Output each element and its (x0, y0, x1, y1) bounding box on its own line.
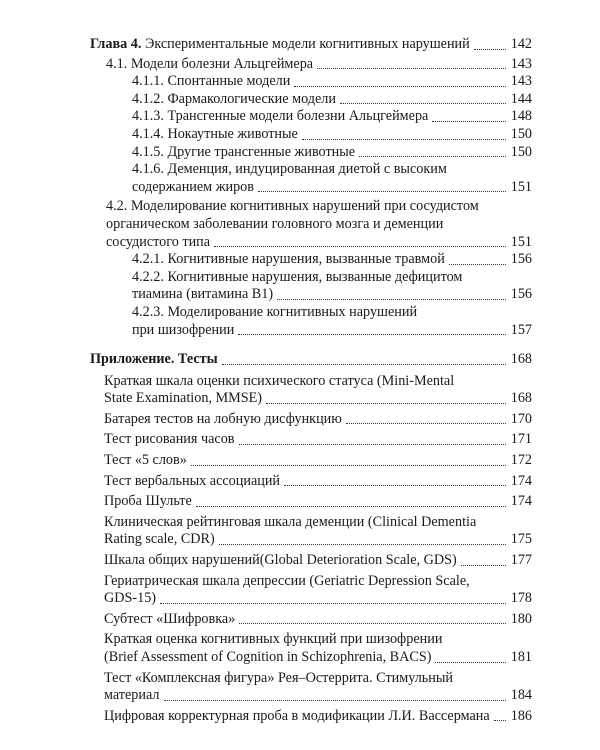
dot-leader (214, 246, 506, 247)
toc-entry-4-1-1[interactable] (90, 73, 532, 91)
toc-entry-title: 4.1.4. Нокаутные животные (132, 125, 298, 142)
toc-entry-chapter-4[interactable] (90, 36, 532, 54)
dot-leader (432, 121, 506, 122)
dot-leader (474, 49, 506, 50)
dot-leader (238, 334, 506, 335)
dot-leader (222, 364, 506, 365)
toc-entry-title-line: 4.1.6. Деменция, индуцированная диетой с высоким (132, 161, 447, 178)
dot-leader (196, 506, 506, 507)
toc-entry-4-1-6[interactable] (90, 161, 532, 196)
dot-leader (461, 565, 506, 566)
page-number: 148 (510, 108, 532, 125)
page-number: 143 (510, 55, 532, 72)
toc-entry-title-line: Клиническая рейтинговая шкала деменции (Clinical Dementia (104, 513, 477, 530)
toc-entry-4-2-1[interactable] (90, 251, 532, 269)
dot-leader (219, 544, 506, 545)
dot-leader (317, 68, 506, 69)
toc-entry-title (90, 36, 470, 54)
dot-leader (164, 700, 507, 701)
dot-leader (239, 444, 507, 445)
toc-entry-test-proofreading[interactable] (90, 708, 532, 726)
toc-entry-title-line: материал (104, 687, 160, 704)
dot-leader (449, 264, 506, 265)
page-number: 177 (510, 552, 532, 569)
toc-entry-appendix[interactable] (90, 351, 532, 369)
dot-leader (266, 403, 506, 404)
dot-leader (346, 423, 506, 424)
chapter-title: Экспериментальные модели когнитивных нарушений (141, 36, 470, 52)
dot-leader (494, 720, 506, 721)
toc-entry-test-cdr[interactable] (90, 514, 532, 549)
dot-leader (435, 662, 506, 663)
toc-entry-title-line: GDS-15) (104, 590, 157, 607)
toc-entry-4-2-2[interactable] (90, 269, 532, 304)
page-number: 175 (510, 531, 532, 548)
toc-entry-4-1-5[interactable] (90, 144, 532, 162)
toc-entry-title: 4.1.2. Фармакологические модели (132, 90, 336, 107)
toc-entry-title-line: сосудистого типа (106, 233, 211, 250)
toc-entry-test-verbal-associations[interactable] (90, 473, 532, 491)
toc-entry-title: 4.1.3. Трансгенные модели болезни Альцгеймера (132, 108, 429, 125)
dot-leader (359, 156, 506, 157)
toc-entry-title: Шкала общих нарушений(Global Deterioration Scale, GDS) (104, 552, 457, 569)
page-number: 186 (510, 707, 532, 724)
toc-entry-title-line: Краткая шкала оценки психического статуса (Mini-Mental (104, 372, 455, 389)
dot-leader (277, 299, 506, 300)
toc-entry-test-rey-osterrieth[interactable] (90, 670, 532, 705)
page-number: 184 (510, 687, 532, 704)
toc-entry-test-schulte[interactable] (90, 493, 532, 511)
chapter-label: Глава 4. (90, 36, 142, 52)
page-number: 170 (510, 410, 532, 427)
toc-entry-title: Тест рисования часов (104, 431, 235, 448)
toc-entry-title: 4.1.5. Другие трансгенные животные (132, 143, 356, 160)
toc-entry-title-line: (Brief Assessment of Cognition in Schizophrenia, BACS) (104, 649, 432, 665)
dot-leader (302, 139, 506, 140)
page-number: 142 (510, 36, 532, 52)
toc-entry-title: 4.2.1. Когнитивные нарушения, вызванные травмой (132, 251, 445, 268)
toc-entry-test-gds[interactable] (90, 552, 532, 570)
dot-leader (239, 623, 506, 624)
page-number: 151 (510, 178, 532, 195)
page-number: 168 (510, 351, 532, 368)
dot-leader (258, 191, 506, 192)
page-number: 156 (510, 286, 532, 303)
page-number: 150 (510, 125, 532, 142)
toc-entry-4-2[interactable] (90, 198, 532, 251)
toc-entry-title-line: при шизофрении (132, 321, 235, 338)
toc-entry-title-line: 4.2.2. Когнитивные нарушения, вызванные дефицитом (132, 268, 463, 285)
toc-entry-test-5-words[interactable] (90, 452, 532, 470)
toc-entry-title: Субтест «Шифровка» (104, 610, 236, 627)
page-number: 168 (510, 390, 532, 407)
dot-leader (284, 485, 506, 486)
dot-leader (160, 603, 506, 604)
page-number: 157 (510, 321, 532, 338)
toc-entry-test-gds-15[interactable] (90, 573, 532, 608)
table-of-contents (90, 36, 532, 728)
toc-entry-title-line: 4.2. Моделирование когнитивных нарушений при сосудистом (106, 198, 479, 215)
toc-entry-test-clock-drawing[interactable] (90, 431, 532, 449)
toc-entry-title: Проба Шульте (104, 493, 192, 510)
page-number: 150 (510, 143, 532, 160)
toc-entry-title: 4.1. Модели болезни Альцгеймера (106, 55, 314, 72)
toc-entry-title-line: содержанием жиров (132, 178, 254, 195)
toc-entry-4-1-4[interactable] (90, 126, 532, 144)
page-number: 144 (510, 90, 532, 107)
page-number: 181 (510, 649, 532, 665)
page-number: 143 (510, 73, 532, 90)
toc-entry-test-mmse[interactable] (90, 373, 532, 408)
page-number: 151 (510, 233, 532, 250)
toc-entry-4-1[interactable] (90, 56, 532, 74)
page-number: 174 (510, 493, 532, 510)
toc-entry-title: 4.1.1. Спонтанные модели (132, 73, 291, 90)
toc-entry-4-1-3[interactable] (90, 108, 532, 126)
dot-leader (191, 465, 506, 466)
page-number: 156 (510, 251, 532, 268)
toc-entry-title-line: Гериатрическая шкала депрессии (Geriatric Depression Scale, (104, 572, 470, 589)
toc-entry-4-2-3[interactable] (90, 304, 532, 339)
toc-entry-title: Батарея тестов на лобную дисфункцию (104, 410, 342, 427)
dot-leader (340, 103, 506, 104)
toc-entry-title: Тест «5 слов» (104, 452, 187, 469)
toc-entry-title: Приложение. Тесты (90, 351, 218, 368)
toc-entry-title-line: State Examination, MMSE) (104, 390, 263, 407)
page-number: 174 (510, 472, 532, 489)
toc-entry-title: Тест вербальных ассоциаций (104, 472, 281, 489)
page-number: 171 (510, 431, 532, 448)
dot-leader (294, 86, 506, 87)
page-number: 180 (510, 610, 532, 627)
toc-entry-title: Цифровая корректурная проба в модификации Л.И. Вассермана (104, 707, 490, 724)
toc-entry-title-line: 4.2.3. Моделирование когнитивных нарушений (132, 303, 418, 320)
toc-entry-4-1-2[interactable] (90, 91, 532, 109)
toc-entry-title-line: Краткая оценка когнитивных функций при шизофрении (104, 631, 443, 648)
toc-entry-title-line: органическом заболевании головного мозга и деменции (106, 215, 444, 232)
toc-entry-test-coding-subtest[interactable] (90, 611, 532, 629)
page-number: 172 (510, 452, 532, 469)
toc-entry-test-frontal-battery[interactable] (90, 411, 532, 429)
toc-entry-title-line: тиамина (витамина B1) (132, 286, 274, 303)
toc-entry-title-line: Rating scale, CDR) (104, 531, 215, 548)
toc-entry-test-bacs[interactable] (90, 631, 532, 666)
page-number: 178 (510, 590, 532, 607)
toc-entry-title-line: Тест «Комплексная фигура» Рея–Остеррита. Стимульный (104, 669, 453, 686)
